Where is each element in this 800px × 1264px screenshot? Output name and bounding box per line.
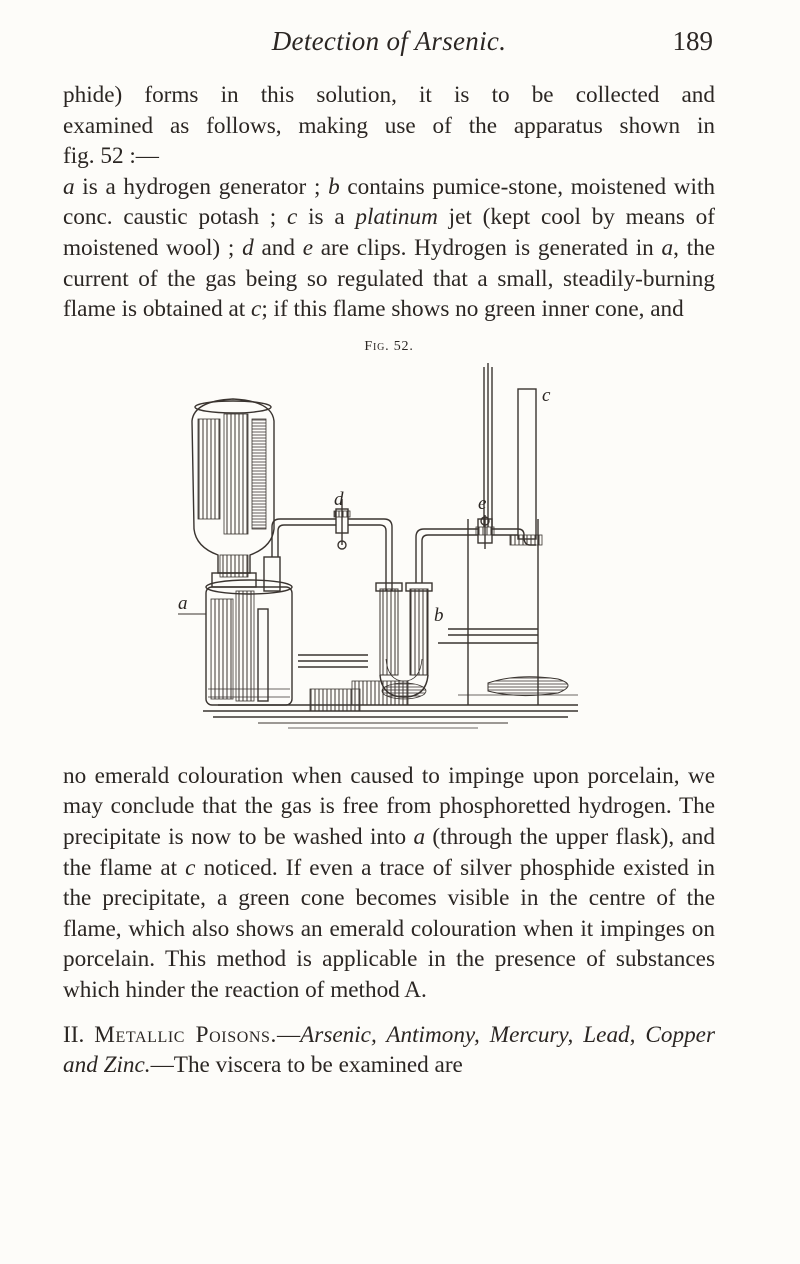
text-run: — <box>276 1021 301 1048</box>
paragraph-3 <box>63 761 715 1006</box>
figure-label-a: a <box>178 592 188 614</box>
book-page <box>63 20 715 1081</box>
paragraph-2 <box>63 172 715 325</box>
text-run: , the current of the gas being so regulated that a small, steadily-burning flame is obtained at <box>63 234 715 323</box>
section-heading: Metallic Poisons. <box>94 1021 277 1048</box>
clip-e-tube <box>416 515 524 583</box>
text-run: —The viscera to be examined are <box>150 1052 463 1079</box>
running-title: Detection of Arsenic. <box>271 26 507 56</box>
clip-d-tube <box>264 499 392 591</box>
paragraph-1-line: phide) forms in this solution, it is to be collected and <box>63 82 715 108</box>
text-run: no emerald colouration when caused to impinge upon porcelain, we may conclude that the gas is free from phosphoretted hydrogen. The precipitate is now to be washed into <box>63 762 715 850</box>
figure-label-c: c <box>542 384 551 406</box>
paragraph-1-line: examined as follows, making use of the apparatus shown in <box>63 112 715 139</box>
figure-label-d: d <box>334 488 344 510</box>
paragraph-1-line: fig. 52 :— <box>63 143 159 170</box>
paragraph-4 <box>63 1020 715 1081</box>
text-run: ; if this flame shows no green inner cone, and <box>261 296 684 323</box>
apparatus-figure <box>138 359 648 741</box>
platinum-jet <box>484 363 542 545</box>
text-run: are clips. Hydrogen is generated in <box>313 234 662 261</box>
platinum-word: platinum <box>355 204 438 231</box>
label-a: a <box>661 234 674 261</box>
text-run: is a <box>297 204 356 231</box>
page-number: 189 <box>672 26 713 56</box>
pumice-tube <box>352 583 432 705</box>
text-run: is a hydrogen generator ; <box>74 173 329 200</box>
label-c: c <box>287 204 298 231</box>
label-c: c <box>185 854 196 881</box>
text-run: and <box>253 234 303 261</box>
label-a: a <box>413 823 426 850</box>
text-run: contains pumice-stone, moistened with conc. caustic potash ; <box>63 173 715 231</box>
running-head <box>63 20 715 64</box>
text-run: jet (kept cool by means of moistened wool) ; <box>63 204 715 261</box>
figure-label-e: e <box>478 492 487 514</box>
label-e: e <box>302 234 313 261</box>
section-numeral: II. <box>63 1021 95 1048</box>
label-c: c <box>251 296 262 323</box>
label-d: d <box>242 234 254 261</box>
text-run: (through the upper flask), and the flame at <box>63 823 715 881</box>
label-b: b <box>328 173 340 200</box>
bench-base <box>203 705 578 728</box>
label-a: a <box>63 173 75 200</box>
upper-flask <box>192 399 274 587</box>
figure-caption: Fig. 52. <box>364 338 414 354</box>
figure-label-b: b <box>434 604 444 626</box>
poison-list: Arsenic, Antimony, Mercury, Lead, Copper and Zinc. <box>63 1021 715 1079</box>
hydrogen-generator <box>178 580 292 705</box>
paragraph-1 <box>63 80 715 172</box>
text-run: noticed. If even a trace of silver phosphide existed in the precipitate, a green cone becomes visible in the centre of the flame, which also shows an emerald colouration when it impinges on porcelain. This method is applicable in the presence of substances which hinder the reaction of method A. <box>63 854 715 1003</box>
